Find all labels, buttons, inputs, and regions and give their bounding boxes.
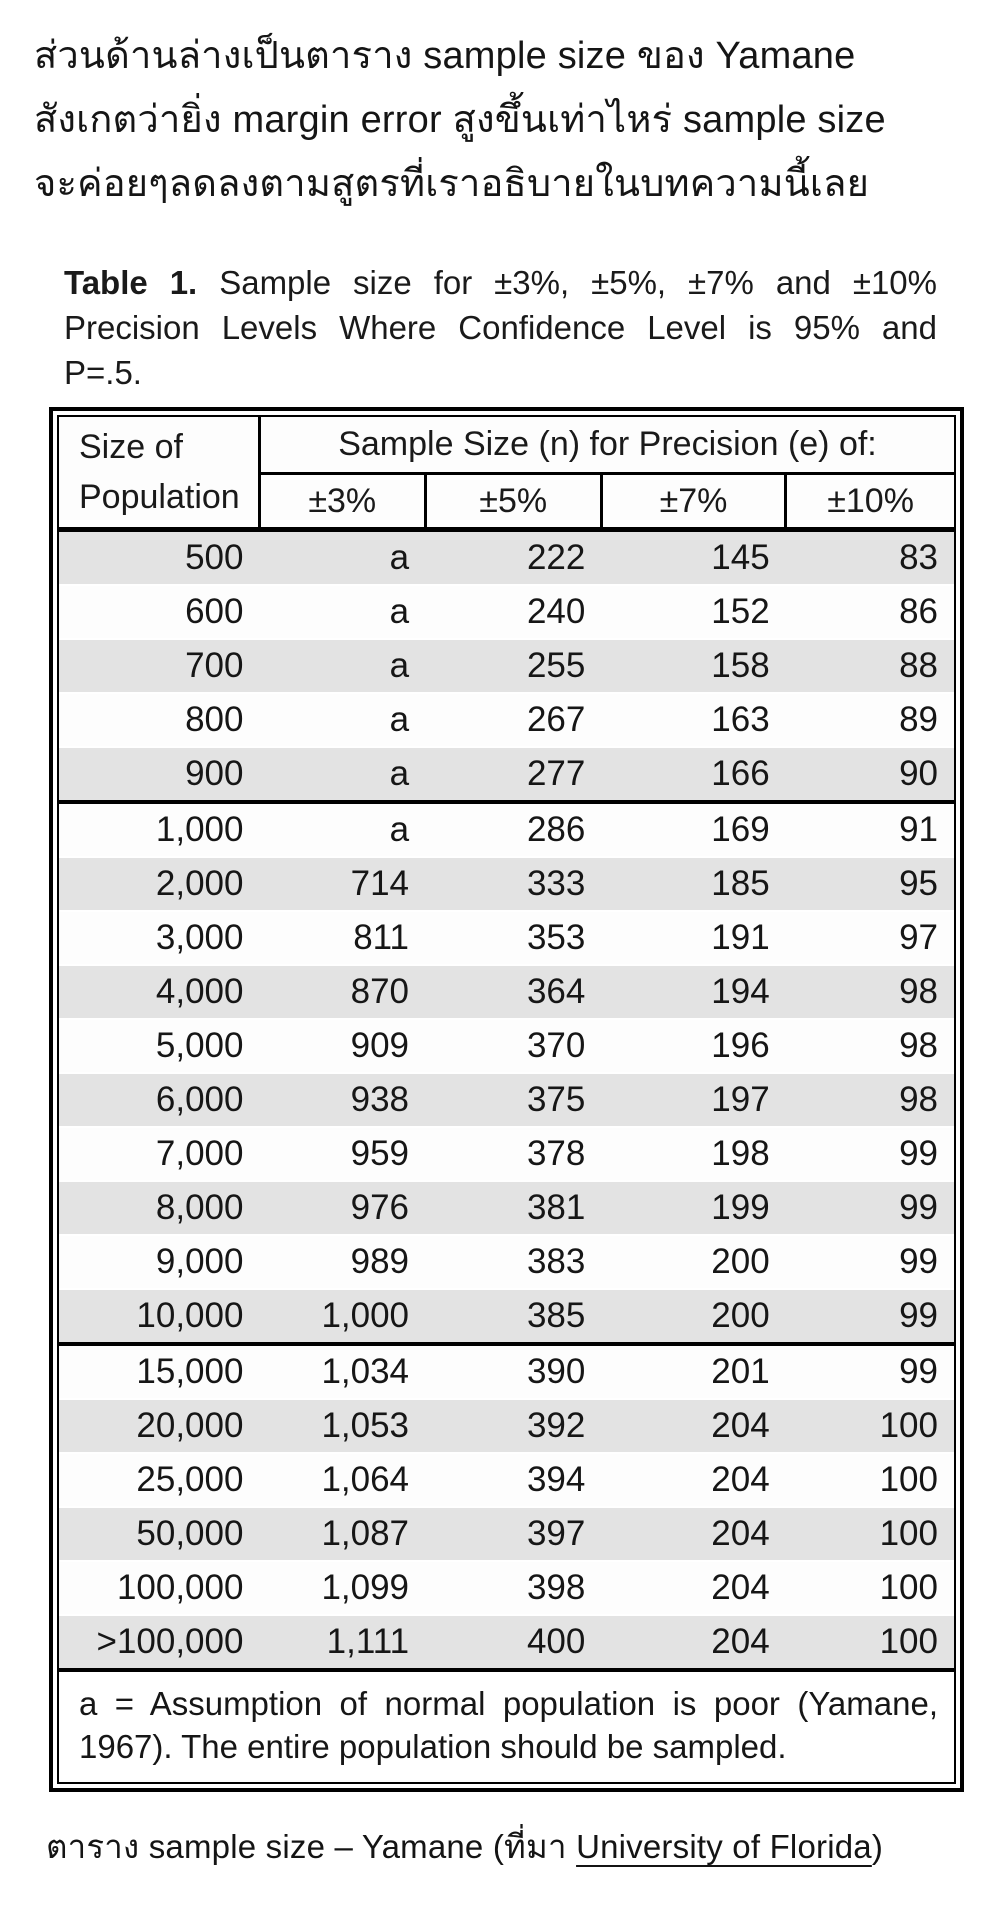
table-row [59,1344,954,1399]
cell: 185 [601,857,785,911]
cell: 100 [786,1615,954,1670]
table-title-text: Sample size for ±3%, ±5%, ±7% and ±10% [219,264,937,301]
intro-line: ส่วนด้านล่างเป็นตาราง sample size ของ Yamane [34,35,856,77]
cell: a [259,639,425,693]
cell: 1,000 [259,1289,425,1344]
table-title-line [64,260,937,305]
cell: 199 [601,1181,785,1235]
cell: 222 [425,530,601,586]
cell: 200 [711,1242,770,1281]
cell: 1,034 [259,1344,425,1399]
cell: 169 [601,802,785,857]
cell: 95 [786,857,954,911]
cell: 197 [601,1073,785,1127]
cell: 394 [526,1460,586,1499]
cell: 378 [526,1134,586,1173]
cell: 100 [879,1568,938,1607]
table-header [59,417,954,530]
table-row [59,1235,954,1289]
table-title [64,260,937,395]
header-precision-5: ±5% [425,474,601,530]
cell: 100 [879,1460,938,1499]
cell: 870 [259,965,425,1019]
cell: 3,000 [155,918,244,957]
cell: 166 [601,747,785,802]
caption [46,1820,965,1873]
sample-size-table [59,417,954,1782]
cell: 191 [711,918,770,957]
cell: 158 [601,639,785,693]
cell: 385 [425,1289,601,1344]
caption-text: ตาราง sample size – Yamane (ที่มา [46,1828,577,1865]
cell: 100 [786,1399,954,1453]
cell: 98 [899,1026,938,1065]
cell: >100,000 [59,1615,259,1670]
cell: 145 [601,530,785,586]
header-sample-size-span: Sample Size (n) for Precision (e) of: [259,417,954,474]
cell: a [259,530,425,586]
cell: a [389,700,410,739]
cell: 15,000 [59,1344,259,1399]
cell: 255 [425,639,601,693]
cell: 50,000 [59,1507,259,1561]
cell: 800 [185,700,244,739]
table-row [59,1561,954,1615]
cell: 381 [425,1181,601,1235]
table-row [59,1615,954,1670]
cell: 8,000 [59,1181,259,1235]
footnote-cell [59,1670,954,1782]
cell: 7,000 [155,1134,244,1173]
cell: 83 [786,530,954,586]
cell: 400 [425,1615,601,1670]
cell: 198 [711,1134,770,1173]
cell: 392 [425,1399,601,1453]
cell: a [389,592,410,631]
table-row [59,857,954,911]
cell: 196 [711,1026,770,1065]
cell: 390 [425,1344,601,1399]
header-size-of: Size of [79,428,183,466]
cell: 204 [601,1615,785,1670]
table-row [59,802,954,857]
cell: 163 [711,700,770,739]
cell: 333 [425,857,601,911]
table-body [59,530,954,1671]
cell: 91 [786,802,954,857]
cell: 811 [353,918,410,957]
cell: 100,000 [116,1568,244,1607]
cell: 1,111 [259,1615,425,1670]
table-row [59,585,954,639]
table-row [59,693,954,747]
table-row [59,965,954,1019]
cell: 370 [526,1026,586,1065]
cell: 4,000 [59,965,259,1019]
caption-text: ) [871,1828,884,1865]
cell: 900 [59,747,259,802]
cell: 976 [259,1181,425,1235]
cell: 10,000 [59,1289,259,1344]
header-size-of-population [59,417,259,530]
table-row [59,1453,954,1507]
cell: 97 [899,918,938,957]
table-row [59,747,954,802]
cell: 99 [786,1181,954,1235]
intro-paragraph [34,24,965,216]
cell: 909 [350,1026,410,1065]
cell: 25,000 [136,1460,244,1499]
cell: 194 [601,965,785,1019]
cell: 90 [786,747,954,802]
cell: 959 [350,1134,410,1173]
cell: 397 [425,1507,601,1561]
cell: 383 [526,1242,586,1281]
table-footnote [59,1670,954,1782]
cell: 1,000 [59,802,259,857]
table-row [59,1289,954,1344]
cell: 200 [601,1289,785,1344]
intro-line: จะค่อยๆลดลงตามสูตรที่เราอธิบายในบทความนี้เลย [34,163,870,205]
footnote-line: 1967). The entire population should be sampled. [79,1728,787,1765]
cell: 938 [259,1073,425,1127]
table-row [59,1507,954,1561]
university-of-florida-link[interactable]: University of Florida [576,1828,872,1865]
cell: 600 [185,592,244,631]
cell: 20,000 [59,1399,259,1453]
cell: 277 [425,747,601,802]
table-row [59,1181,954,1235]
cell: 98 [786,1073,954,1127]
cell: 99 [899,1134,938,1173]
table-row [59,1073,954,1127]
cell: 5,000 [155,1026,244,1065]
table-outer-border [49,407,964,1792]
cell: 1,053 [259,1399,425,1453]
table-row [59,639,954,693]
cell: 1,099 [321,1568,410,1607]
cell: 1,064 [321,1460,410,1499]
footnote-line: a = Assumption of normal population is poor (Yamane, [79,1685,938,1722]
cell: 2,000 [59,857,259,911]
cell: 700 [59,639,259,693]
cell: 152 [711,592,770,631]
table-row [59,1127,954,1181]
cell: 88 [786,639,954,693]
table-title-label: Table 1. [64,264,198,301]
cell: 201 [601,1344,785,1399]
cell: 6,000 [59,1073,259,1127]
cell: 398 [526,1568,586,1607]
table-inner-border [57,415,956,1784]
cell: 267 [526,700,586,739]
table-row [59,911,954,965]
cell: 89 [899,700,938,739]
cell: 86 [899,592,938,631]
header-precision-3: ±3% [308,481,377,520]
cell: 9,000 [155,1242,244,1281]
cell: 204 [711,1568,770,1607]
cell: 714 [259,857,425,911]
cell: 353 [526,918,586,957]
header-precision-10: ±10% [786,474,954,530]
cell: 99 [786,1289,954,1344]
cell: 375 [425,1073,601,1127]
cell: 240 [526,592,586,631]
cell: a [259,747,425,802]
cell: 1,087 [259,1507,425,1561]
table-figure [34,260,965,1792]
cell: 364 [425,965,601,1019]
table-title-line: P=.5. [64,354,142,391]
table-title-line: Precision Levels Where Confidence Level is 95% and [64,309,937,346]
intro-line: สังเกตว่ายิ่ง margin error สูงขึ้นเท่าไหร่ sample size [34,99,886,141]
header-population: Population [79,478,240,516]
footnote-row [59,1670,954,1782]
cell: 989 [350,1242,410,1281]
cell: 286 [425,802,601,857]
cell: 204 [711,1460,770,1499]
cell: a [259,802,425,857]
header-precision-7: ±7% [601,474,785,530]
cell: 100 [786,1507,954,1561]
table-row [59,530,954,586]
table-row [59,1019,954,1073]
cell: 99 [899,1242,938,1281]
cell: 204 [601,1507,785,1561]
table-row [59,1399,954,1453]
cell: 98 [786,965,954,1019]
cell: 500 [59,530,259,586]
cell: 99 [786,1344,954,1399]
cell: 204 [601,1399,785,1453]
